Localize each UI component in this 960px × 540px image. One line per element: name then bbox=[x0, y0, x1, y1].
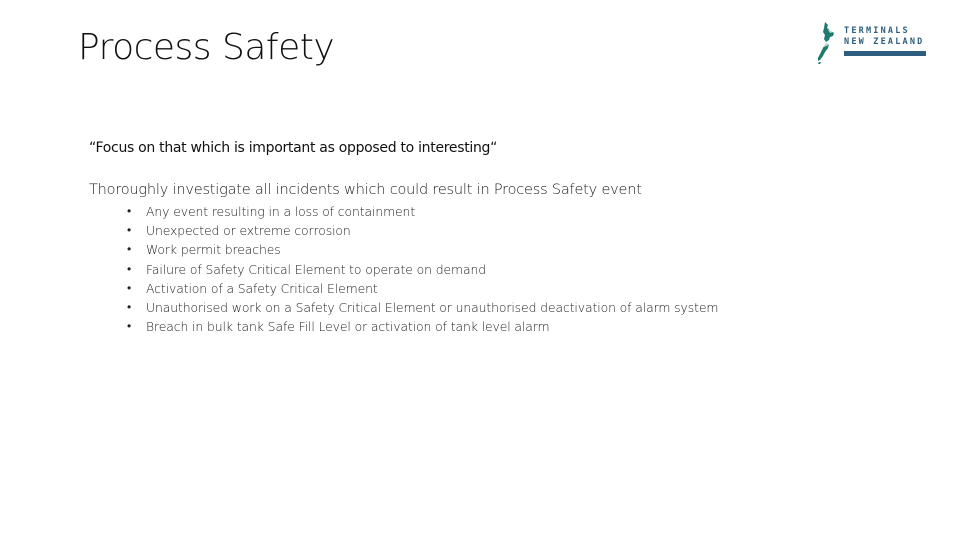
bullet-text: Unauthorised work on a Safety Critical Element or unauthorised deactivation of alarm system bbox=[146, 299, 719, 315]
bullet-text: Failure of Safety Critical Element to operate on demand bbox=[146, 261, 486, 277]
bullet-dot-icon: • bbox=[127, 223, 132, 238]
bullet-dot-icon: • bbox=[127, 261, 132, 276]
bullet-text: Activation of a Safety Critical Element bbox=[146, 280, 378, 296]
bullet-item bbox=[124, 298, 718, 317]
bullet-item bbox=[124, 240, 718, 259]
bullet-dot-icon: • bbox=[127, 280, 132, 295]
company-logo bbox=[816, 20, 928, 64]
bullet-list bbox=[124, 202, 718, 336]
bullet-text: Work permit breaches bbox=[146, 242, 281, 258]
logo-text-line2: NEW ZEALAND bbox=[844, 37, 925, 47]
logo-bar bbox=[844, 51, 926, 56]
bullet-dot-icon: • bbox=[127, 319, 132, 334]
new-zealand-map-icon bbox=[816, 20, 842, 64]
bullet-text: Any event resulting in a loss of containment bbox=[146, 204, 416, 219]
bullet-dot-icon: • bbox=[127, 299, 132, 314]
bullet-item bbox=[124, 202, 718, 221]
bullet-item bbox=[124, 260, 718, 279]
intro-text: Thoroughly investigate all incidents which could result in Process Safety event bbox=[89, 182, 642, 198]
slide-title: Process Safety bbox=[78, 27, 335, 68]
logo-text-line1: TERMINALS bbox=[844, 26, 910, 36]
bullet-text: Breach in bulk tank Safe Fill Level or activation of tank level alarm bbox=[146, 319, 550, 335]
bullet-item bbox=[124, 221, 718, 240]
bullet-text: Unexpected or extreme corrosion bbox=[146, 223, 351, 239]
bullet-dot-icon: • bbox=[127, 204, 132, 218]
quote-text: “Focus on that which is important as opposed to interesting“ bbox=[89, 140, 498, 156]
bullet-item bbox=[124, 317, 718, 336]
bullet-dot-icon: • bbox=[127, 242, 132, 257]
bullet-item bbox=[124, 279, 718, 298]
